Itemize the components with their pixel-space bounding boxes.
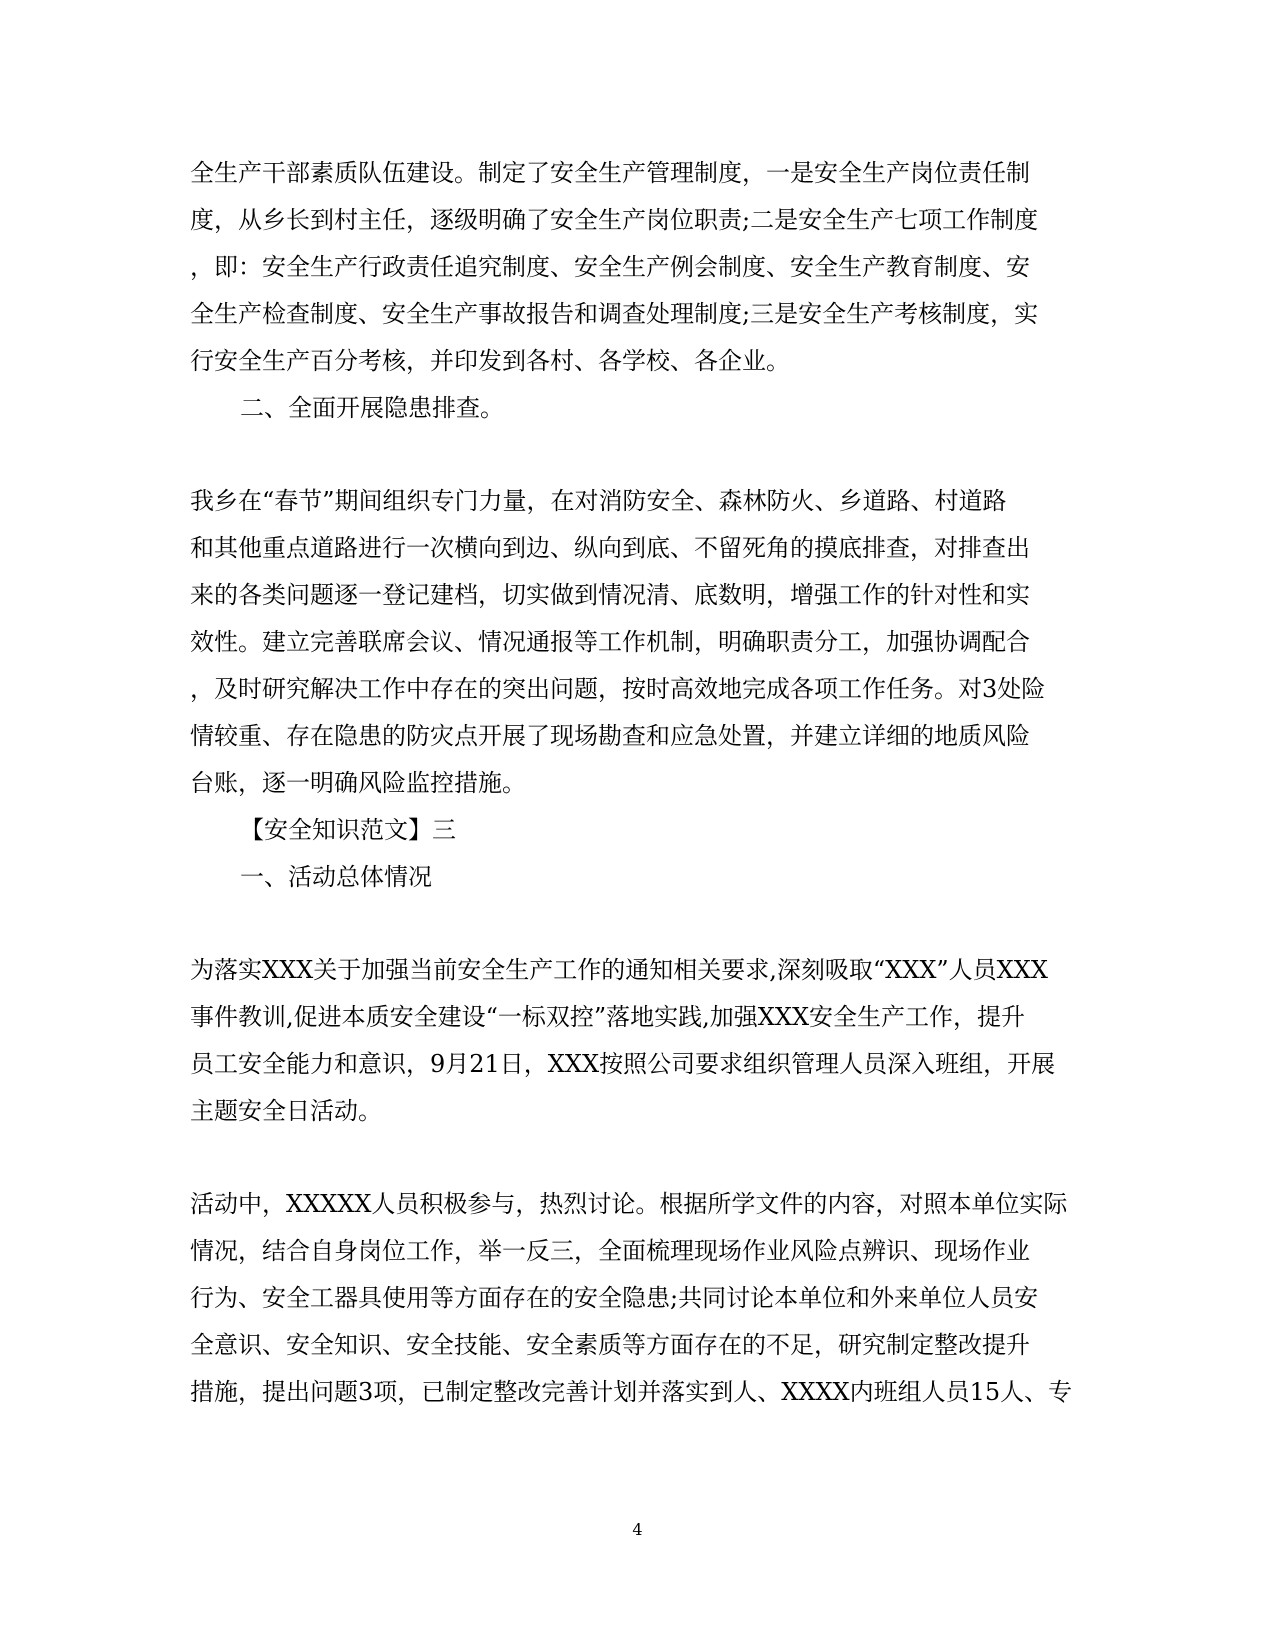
paragraph-4-line-4: 全意识、安全知识、安全技能、安全素质等方面存在的不足，研究制定整改提升 bbox=[190, 1331, 1030, 1359]
paragraph-1-line-4: 全生产检查制度、安全生产事故报告和调查处理制度;三是安全生产考核制度，实 bbox=[190, 300, 1039, 328]
section-heading-1: 一、活动总体情况 bbox=[240, 863, 432, 891]
paragraph-1-line-5: 行安全生产百分考核，并印发到各村、各学校、各企业。 bbox=[190, 347, 790, 375]
paragraph-2-line-2: 和其他重点道路进行一次横向到边、纵向到底、不留死角的摸底排查，对排查出 bbox=[190, 534, 1030, 562]
paragraph-3-line-1: 为落实XXX关于加强当前安全生产工作的通知相关要求,深刻吸取“XXX”人员XXX bbox=[190, 956, 1048, 984]
paragraph-4-line-2: 情况，结合自身岗位工作，举一反三，全面梳理现场作业风险点辨识、现场作业 bbox=[190, 1237, 1030, 1265]
paragraph-2-line-4: 效性。建立完善联席会议、情况通报等工作机制，明确职责分工，加强协调配合 bbox=[190, 628, 1030, 656]
section-heading-2: 二、全面开展隐患排查。 bbox=[240, 394, 504, 422]
paragraph-3-line-2: 事件教训,促进本质安全建设“一标双控”落地实践,加强XXX安全生产工作，提升 bbox=[190, 1003, 1026, 1031]
page-number: 4 bbox=[632, 1520, 643, 1539]
paragraph-1-line-1: 全生产干部素质队伍建设。制定了安全生产管理制度，一是安全生产岗位责任制 bbox=[190, 159, 1030, 187]
paragraph-3-line-4: 主题安全日活动。 bbox=[190, 1097, 382, 1125]
paragraph-4-line-5: 措施，提出问题3项，已制定整改完善计划并落实到人、XXXX内班组人员15人、专 bbox=[190, 1378, 1073, 1406]
paragraph-1-line-3: ，即：安全生产行政责任追究制度、安全生产例会制度、安全生产教育制度、安 bbox=[190, 253, 1030, 281]
paragraph-1-line-2: 度，从乡长到村主任，逐级明确了安全生产岗位职责;二是安全生产七项工作制度 bbox=[190, 206, 1039, 234]
paragraph-2-line-5: ，及时研究解决工作中存在的突出问题，按时高效地完成各项工作任务。对3处险 bbox=[190, 675, 1046, 703]
paragraph-4-line-1: 活动中，XXXXX人员积极参与，热烈讨论。根据所学文件的内容，对照本单位实际 bbox=[190, 1190, 1068, 1218]
paragraph-4-line-3: 行为、安全工器具使用等方面存在的安全隐患;共同讨论本单位和外来单位人员安 bbox=[190, 1284, 1039, 1312]
paragraph-3-line-3: 员工安全能力和意识，9月21日，XXX按照公司要求组织管理人员深入班组，开展 bbox=[190, 1050, 1056, 1078]
sample-essay-title: 【安全知识范文】三 bbox=[240, 816, 456, 844]
paragraph-2-line-3: 来的各类问题逐一登记建档，切实做到情况清、底数明，增强工作的针对性和实 bbox=[190, 581, 1030, 609]
paragraph-2-line-6: 情较重、存在隐患的防灾点开展了现场勘查和应急处置，并建立详细的地质风险 bbox=[190, 722, 1030, 750]
paragraph-2-line-1: 我乡在“春节”期间组织专门力量，在对消防安全、森林防火、乡道路、村道路 bbox=[190, 487, 1007, 515]
paragraph-2-line-7: 台账，逐一明确风险监控措施。 bbox=[190, 769, 526, 797]
